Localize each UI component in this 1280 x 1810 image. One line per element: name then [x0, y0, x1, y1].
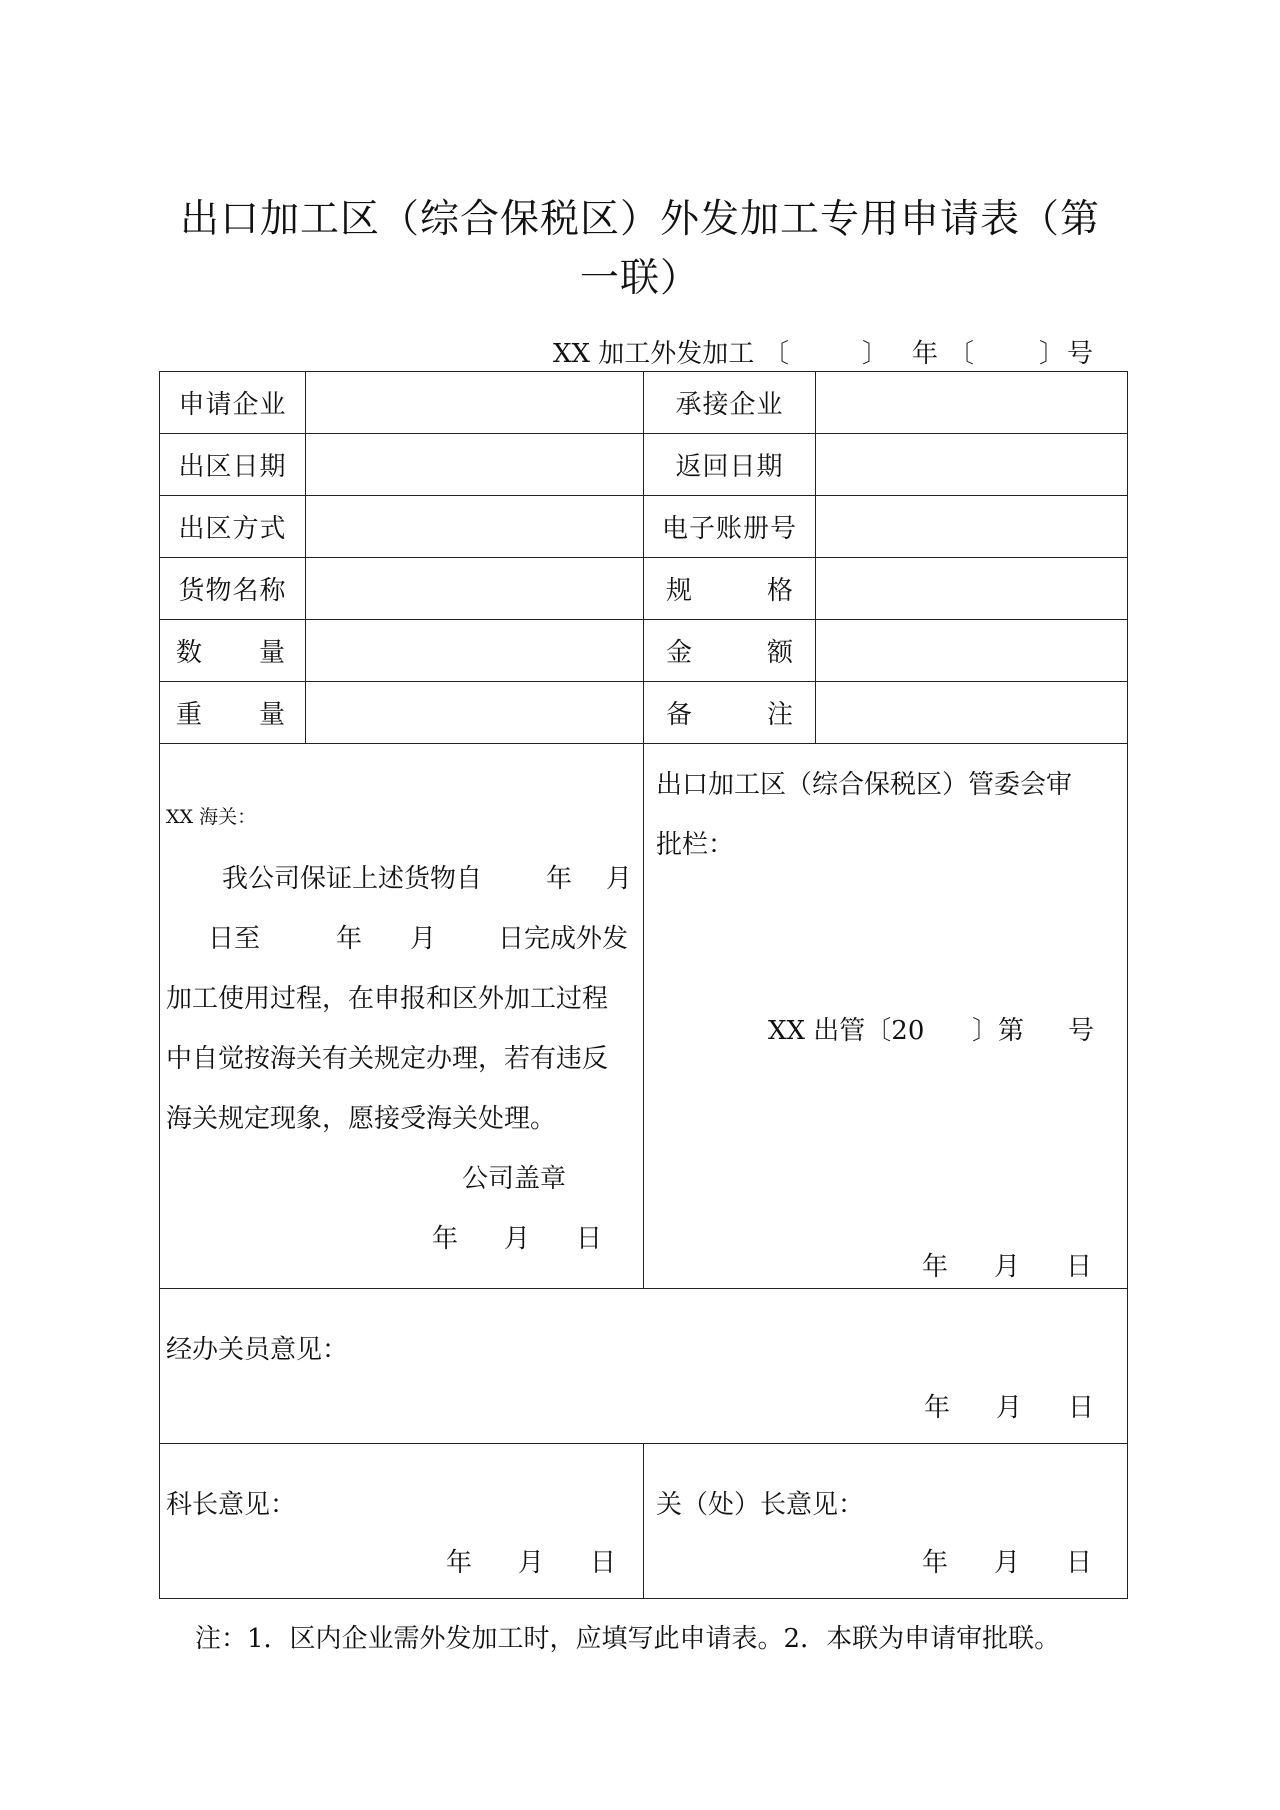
remarks-label-b: 注: [766, 700, 793, 730]
quantity-field[interactable]: [306, 620, 644, 682]
e-account-book-field[interactable]: [816, 496, 1128, 558]
quantity-label-b: 量: [258, 638, 285, 668]
exit-method-field[interactable]: [306, 496, 644, 558]
file-number-year: 年: [912, 339, 939, 369]
file-number-bracket-open-2: 〔: [948, 339, 975, 369]
section-chief-date-month: 月: [518, 1548, 545, 1578]
customs-declaration-cell[interactable]: [160, 744, 644, 1289]
committee-doc-no-suffix: 号: [1068, 1016, 1095, 1046]
table-row: [160, 744, 1128, 1289]
officer-date-day: 日: [1068, 1393, 1095, 1423]
amount-field[interactable]: [816, 620, 1128, 682]
table-row: [160, 434, 1128, 496]
section-chief-opinion-label: 科长意见：: [166, 1490, 297, 1520]
exit-date-field[interactable]: [306, 434, 644, 496]
committee-date-year: 年: [922, 1252, 949, 1282]
remarks-label-a: 备: [666, 700, 693, 730]
officer-date-year: 年: [924, 1393, 951, 1423]
committee-date-month: 月: [994, 1252, 1021, 1282]
table-row: [160, 1444, 1128, 1599]
director-opinion-label: 关（处）长意见：: [656, 1490, 865, 1520]
remarks-label: [644, 682, 816, 744]
return-date-label: 返回日期: [644, 434, 816, 496]
contractor-company-field[interactable]: [816, 372, 1128, 434]
return-date-field[interactable]: [816, 434, 1128, 496]
director-date-day: 日: [1066, 1548, 1093, 1578]
declaration-line1c: 月: [606, 864, 633, 894]
declaration-date-month: 月: [504, 1224, 531, 1254]
file-number-bracket-close: 〕: [862, 339, 889, 369]
exit-method-label: 出区方式: [160, 496, 306, 558]
director-date-year: 年: [922, 1548, 949, 1578]
quantity-label: [160, 620, 306, 682]
customs-addressee: XX 海关：: [166, 806, 257, 828]
exit-date-label: 出区日期: [160, 434, 306, 496]
weight-label: [160, 682, 306, 744]
director-date-month: 月: [994, 1548, 1021, 1578]
section-chief-date-day: 日: [590, 1548, 617, 1578]
committee-date-day: 日: [1066, 1252, 1093, 1282]
table-row: [160, 372, 1128, 434]
remarks-field[interactable]: [816, 682, 1128, 744]
table-row: [160, 620, 1128, 682]
declaration-date-day: 日: [576, 1224, 603, 1254]
file-number-bracket-open: 〔: [763, 339, 790, 369]
section-chief-opinion-cell[interactable]: [160, 1444, 644, 1599]
quantity-label-a: 数: [176, 638, 203, 668]
specification-label-b: 格: [766, 576, 793, 606]
declaration-line2d: 日完成外发: [498, 924, 629, 954]
footnote: 注：1．区内企业需外发加工时，应填写此申请表。2．本联为申请审批联。: [195, 1624, 1061, 1654]
table-row: [160, 496, 1128, 558]
form-title-line1: 出口加工区（综合保税区）外发加工专用申请表（第: [179, 197, 1100, 242]
section-chief-date-year: 年: [446, 1548, 473, 1578]
amount-label: [644, 620, 816, 682]
contractor-company-label: 承接企业: [644, 372, 816, 434]
declaration-line5: 海关规定现象，愿接受海关处理。: [166, 1104, 557, 1134]
weight-label-b: 量: [258, 700, 285, 730]
declaration-date-year: 年: [432, 1224, 459, 1254]
declaration-line2a: 日至: [208, 924, 261, 954]
committee-doc-no-prefix: XX 出管〔20: [768, 1016, 925, 1046]
form-title-line2: 一联）: [579, 256, 700, 301]
amount-label-b: 额: [766, 638, 793, 668]
declaration-line4: 中自觉按海关有关规定办理，若有违反: [166, 1044, 609, 1074]
application-form-table: [159, 371, 1128, 1599]
company-seal-label: 公司盖章: [462, 1164, 567, 1194]
director-opinion-cell[interactable]: [644, 1444, 1128, 1599]
amount-label-a: 金: [666, 638, 693, 668]
file-number-prefix: XX 加工外发加工: [553, 339, 755, 369]
officer-opinion-label: 经办关员意见：: [166, 1335, 349, 1365]
table-row: [160, 558, 1128, 620]
declaration-line1b: 年: [546, 864, 573, 894]
committee-approval-label-line1: 出口加工区（综合保税区）管委会审: [656, 770, 1073, 800]
declaration-line2b: 年: [336, 924, 363, 954]
file-number-suffix: 号: [1067, 339, 1094, 369]
committee-doc-no-close: 〕第: [972, 1016, 1025, 1046]
file-number-bracket-close-2: 〕: [1039, 339, 1066, 369]
specification-field[interactable]: [816, 558, 1128, 620]
specification-label: [644, 558, 816, 620]
weight-label-a: 重: [176, 700, 203, 730]
table-row: [160, 1289, 1128, 1444]
declaration-line3: 加工使用过程，在申报和区外加工过程: [166, 984, 609, 1014]
goods-name-label: 货物名称: [160, 558, 306, 620]
table-row: [160, 682, 1128, 744]
e-account-book-label: 电子账册号: [644, 496, 816, 558]
applicant-company-label: 申请企业: [160, 372, 306, 434]
officer-opinion-cell[interactable]: [160, 1289, 1128, 1444]
committee-approval-cell[interactable]: [644, 744, 1128, 1289]
officer-date-month: 月: [996, 1393, 1023, 1423]
declaration-line2c: 月: [410, 924, 437, 954]
goods-name-field[interactable]: [306, 558, 644, 620]
declaration-line1a: 我公司保证上述货物自: [222, 864, 483, 894]
weight-field[interactable]: [306, 682, 644, 744]
committee-approval-label-line2: 批栏：: [656, 830, 735, 860]
specification-label-a: 规: [666, 576, 693, 606]
applicant-company-field[interactable]: [306, 372, 644, 434]
